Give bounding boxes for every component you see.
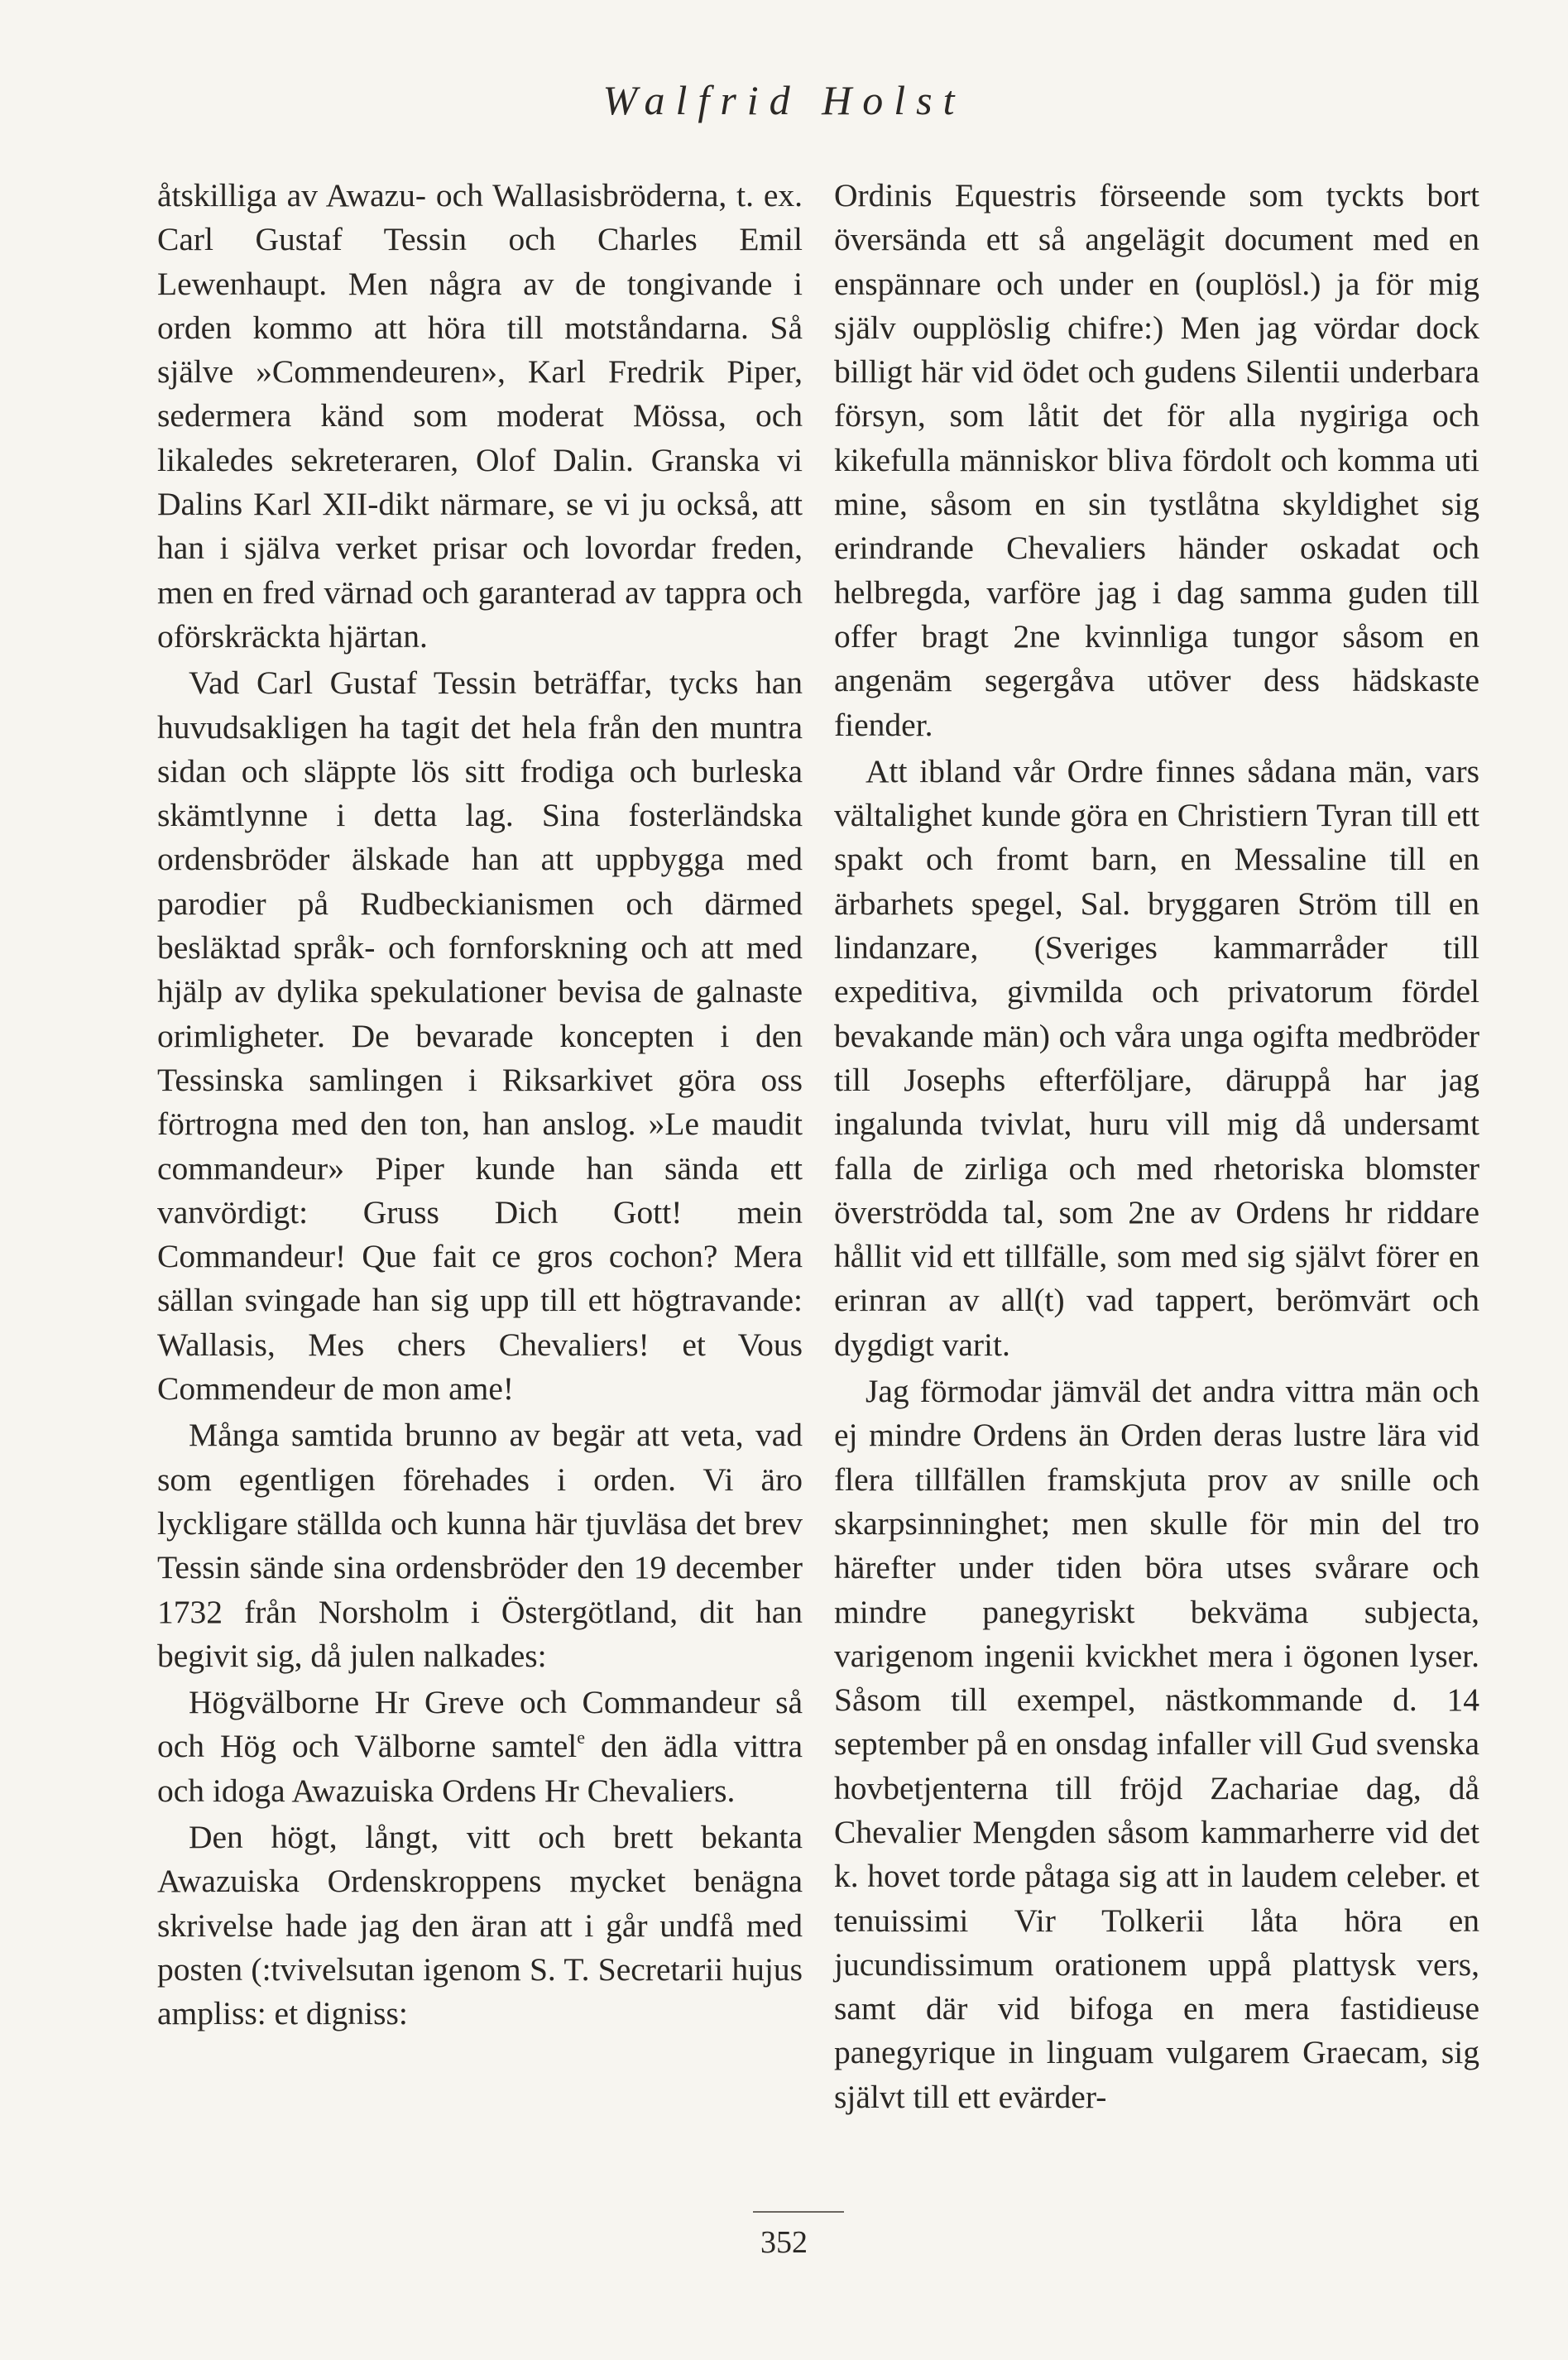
running-header-author: Walfrid Holst	[602, 77, 966, 123]
letter-paragraph: Den högt, långt, vitt och brett bekanta Awazuiska Ordenskroppens mycket benägna skrivelse hade jag den äran att i går undfå med posten (:tvivelsutan igenom S. T. Secretarii hujus ampliss: et digniss:	[157, 1818, 803, 2032]
paragraph: åtskilliga av Awazu- och Wallasisbröderna, t. ex. Carl Gustaf Tessin och Charles Emil Lewenhaupt. Men några av de tongivande i orden kommo att höra till motståndarna. Så själve »Commendeuren», Karl Fredrik Piper, sedermera känd som moderat Mössa, och likaledes sekreteraren, Olof Dalin. Granska vi Dalins Karl XII-dikt närmare, se vi ju också, att han i själva verket prisar och lovordar freden, men en fred värnad och garanterad av tappra och oförskräckta hjärtan.	[157, 177, 803, 655]
right-text-column	[834, 174, 1479, 2122]
footer-divider	[753, 2211, 844, 2213]
letter-salutation	[157, 1681, 803, 1813]
page-number: 352	[760, 2225, 808, 2260]
left-text-column	[157, 174, 803, 2038]
paragraph: Jag förmodar jämväl det andra vittra män och ej mindre Ordens än Orden deras lustre lära vid flera tillfällen framskjuta prov av snille och skarpsinninghet; men skulle för min del tro härefter under tiden böra utses svårare och mindre panegyriskt bekväma subjecta, varigenom ingenii kvickhet mera i ögonen lyser. Såsom till exempel, nästkommande d. 14 september på en onsdag infaller vill Gud svenska hovbetjenterna till fröjd Zachariae dag, då Chevalier Mengden såsom kammarherre vid det k. hovet torde påtaga sig att in laudem celeber. et tenuissimi Vir Tolkerii låta höra en jucundissimum orationem uppå plattysk vers, samt där vid bifoga en mera fastidieuse panegyrique in linguam vulgarem Graecam, sig självt till ett evärder-	[834, 1373, 1479, 2115]
salutation-superscript: e	[577, 1727, 585, 1748]
paragraph: Många samtida brunno av begär att veta, vad som egentligen förehades i orden. Vi äro lyckligare ställda och kunna här tjuvläsa det brev Tessin sände sina ordensbröder den 19 december 1732 från Norsholm i Östergötland, dit han begivit sig, då julen nalkades:	[157, 1417, 803, 1674]
paragraph: Att ibland vår Ordre finnes sådana män, vars vältalighet kunde göra en Christiern Tyran till ett spakt och fromt barn, en Messaline till en ärbarhets spegel, Sal. bryggaren Ström till en lindanzare, (Sveriges kammarråder till expeditiva, givmilda och privatorum fördel bevakande män) och våra unga ogifta medbröder till Josephs efterföljare, däruppå har jag ingalunda tvivlat, huru vill mig då undersamt falla de zirliga och med rhetoriska blomster överströdda tal, som 2ne av Ordens hr riddare hållit vid ett tillfälle, som med sig självt förer en erinran av all(t) vad tappert, berömvärt och dygdigt varit.	[834, 752, 1479, 1363]
paragraph: Ordinis Equestris förseende som tyckts bort översända ett så angelägit document med en enspännare och under en (ouplösl.) ja för mig själv oupplöslig chifre:) Men jag vördar dock billigt här vid ödet och gudens Silentii underbara försyn, som låtit det för alla nygiriga och kikefulla människor bliva fördolt och komma uti mine, såsom en sin tystlåtna skyldighet sig erindrande Chevaliers händer oskadat och helbregda, varföre jag i dag samma guden till offer bragt 2ne kvinnliga tungor såsom en angenäm segergåva utöver dess hädskaste fiender.	[834, 177, 1479, 743]
paragraph: Vad Carl Gustaf Tessin beträffar, tycks han huvudsakligen ha tagit det hela från den muntra sidan och släppte lös sitt frodiga och burleska skämtlynne i detta lag. Sina fosterländska ordensbröder älskade han att uppbygga med parodier på Rudbeckianismen och därmed besläktad språk- och fornforskning och att med hjälp av dylika spekulationer bevisa de galnaste orimligheter. De bevarade koncepten i den Tessinska samlingen i Riksarkivet göra oss förtrogna med den ton, han anslog. »Le maudit commandeur» Piper kunde han sända ett vanvördigt: Gruss Dich Gott! mein Commandeur! Que fait ce gros cochon? Mera sällan svingade han sig upp till ett högtravande: Wallasis, Mes chers Chevaliers! et Vous Commendeur de mon ame!	[157, 664, 803, 1408]
salutation-text: Högvälborne Hr Greve och Commandeur så och Hög och Välborne samtel	[157, 1684, 803, 1765]
salutation-text-end: den ädla vittra och idoga Awazuiska Ordens Hr Chevaliers.	[157, 1728, 803, 1809]
